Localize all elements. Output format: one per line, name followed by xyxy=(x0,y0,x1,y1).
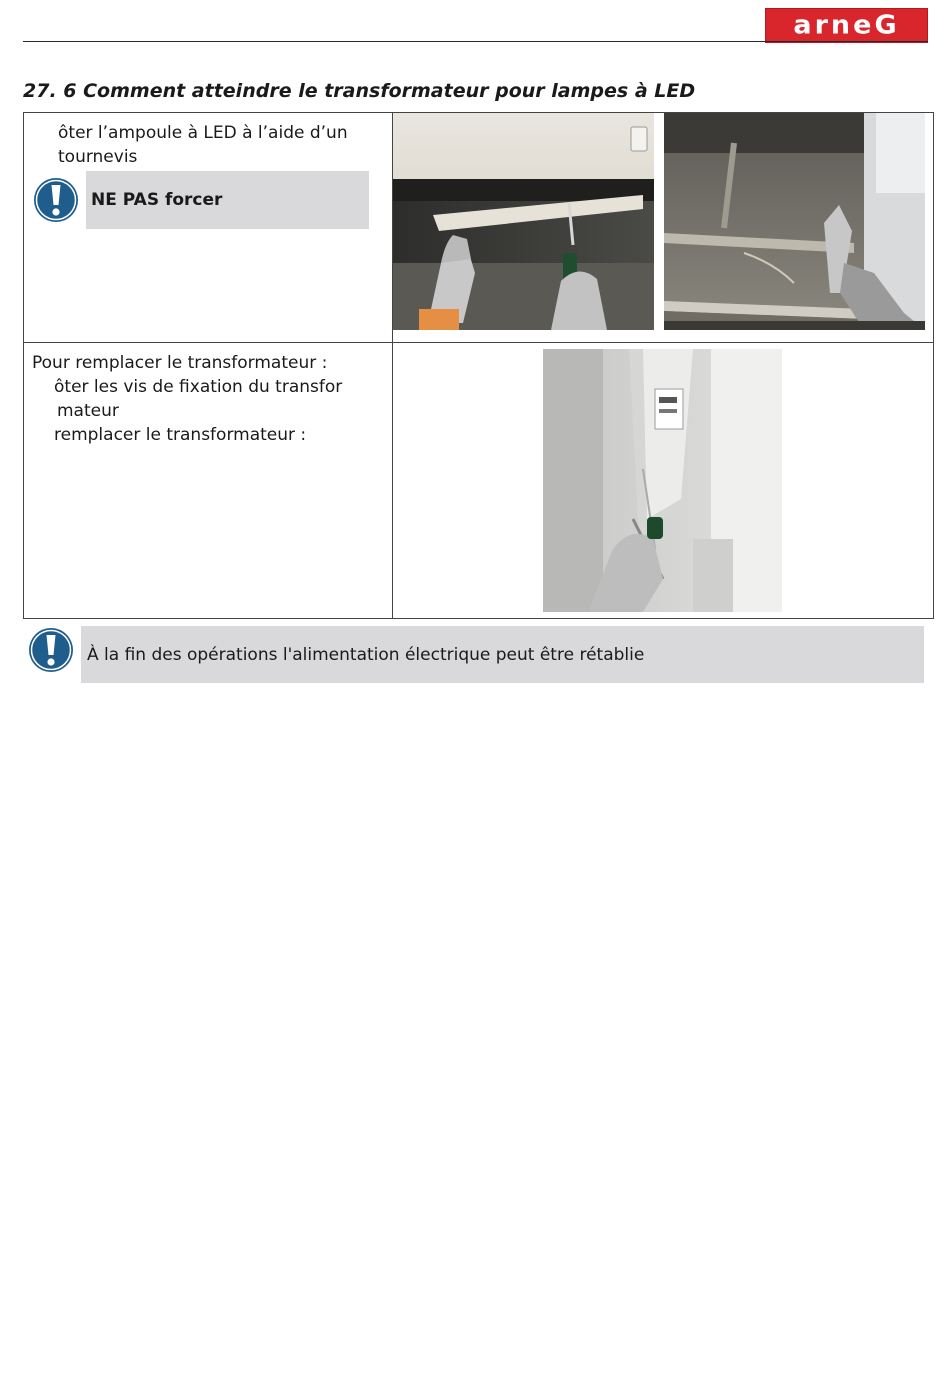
led-tube-removed-photo xyxy=(664,113,925,330)
exclamation-icon xyxy=(32,176,80,224)
remove-led-tube-photo xyxy=(393,113,654,330)
step-1-warning xyxy=(32,171,392,229)
step-row-2 xyxy=(24,343,934,619)
transformer-access-photo xyxy=(543,349,782,612)
step-2-line-3: remplacer le transformateur : xyxy=(54,425,307,445)
step-1-line-1: ôter l’ampoule à LED à l’aide d’un xyxy=(58,123,348,143)
step-2-heading: Pour remplacer le transformateur : xyxy=(32,353,328,373)
warning-note: NE PAS forcer xyxy=(86,171,369,229)
step-2-line-1: ôter les vis de fixation du transfor xyxy=(54,377,343,397)
step-1-photo-cell xyxy=(393,113,934,343)
step-row-1 xyxy=(24,113,934,343)
brand-logo xyxy=(765,8,928,43)
instruction-table xyxy=(23,112,934,619)
final-warning xyxy=(27,626,924,683)
step-2-line-2: mateur xyxy=(57,401,119,421)
step-1-text-cell xyxy=(24,113,393,343)
final-warning-note: À la fin des opérations l'alimentation électrique peut être rétablie xyxy=(81,626,924,683)
logo-text: arneG xyxy=(793,10,900,41)
step-1-line-2: tournevis xyxy=(58,147,138,167)
section-title: 27. 6 Comment atteindre le transformateur pour lampes à LED xyxy=(23,80,696,102)
step-2-photo-cell xyxy=(393,343,934,619)
step-2-text-cell xyxy=(24,343,393,619)
header-divider xyxy=(23,41,928,42)
exclamation-icon xyxy=(27,626,75,674)
